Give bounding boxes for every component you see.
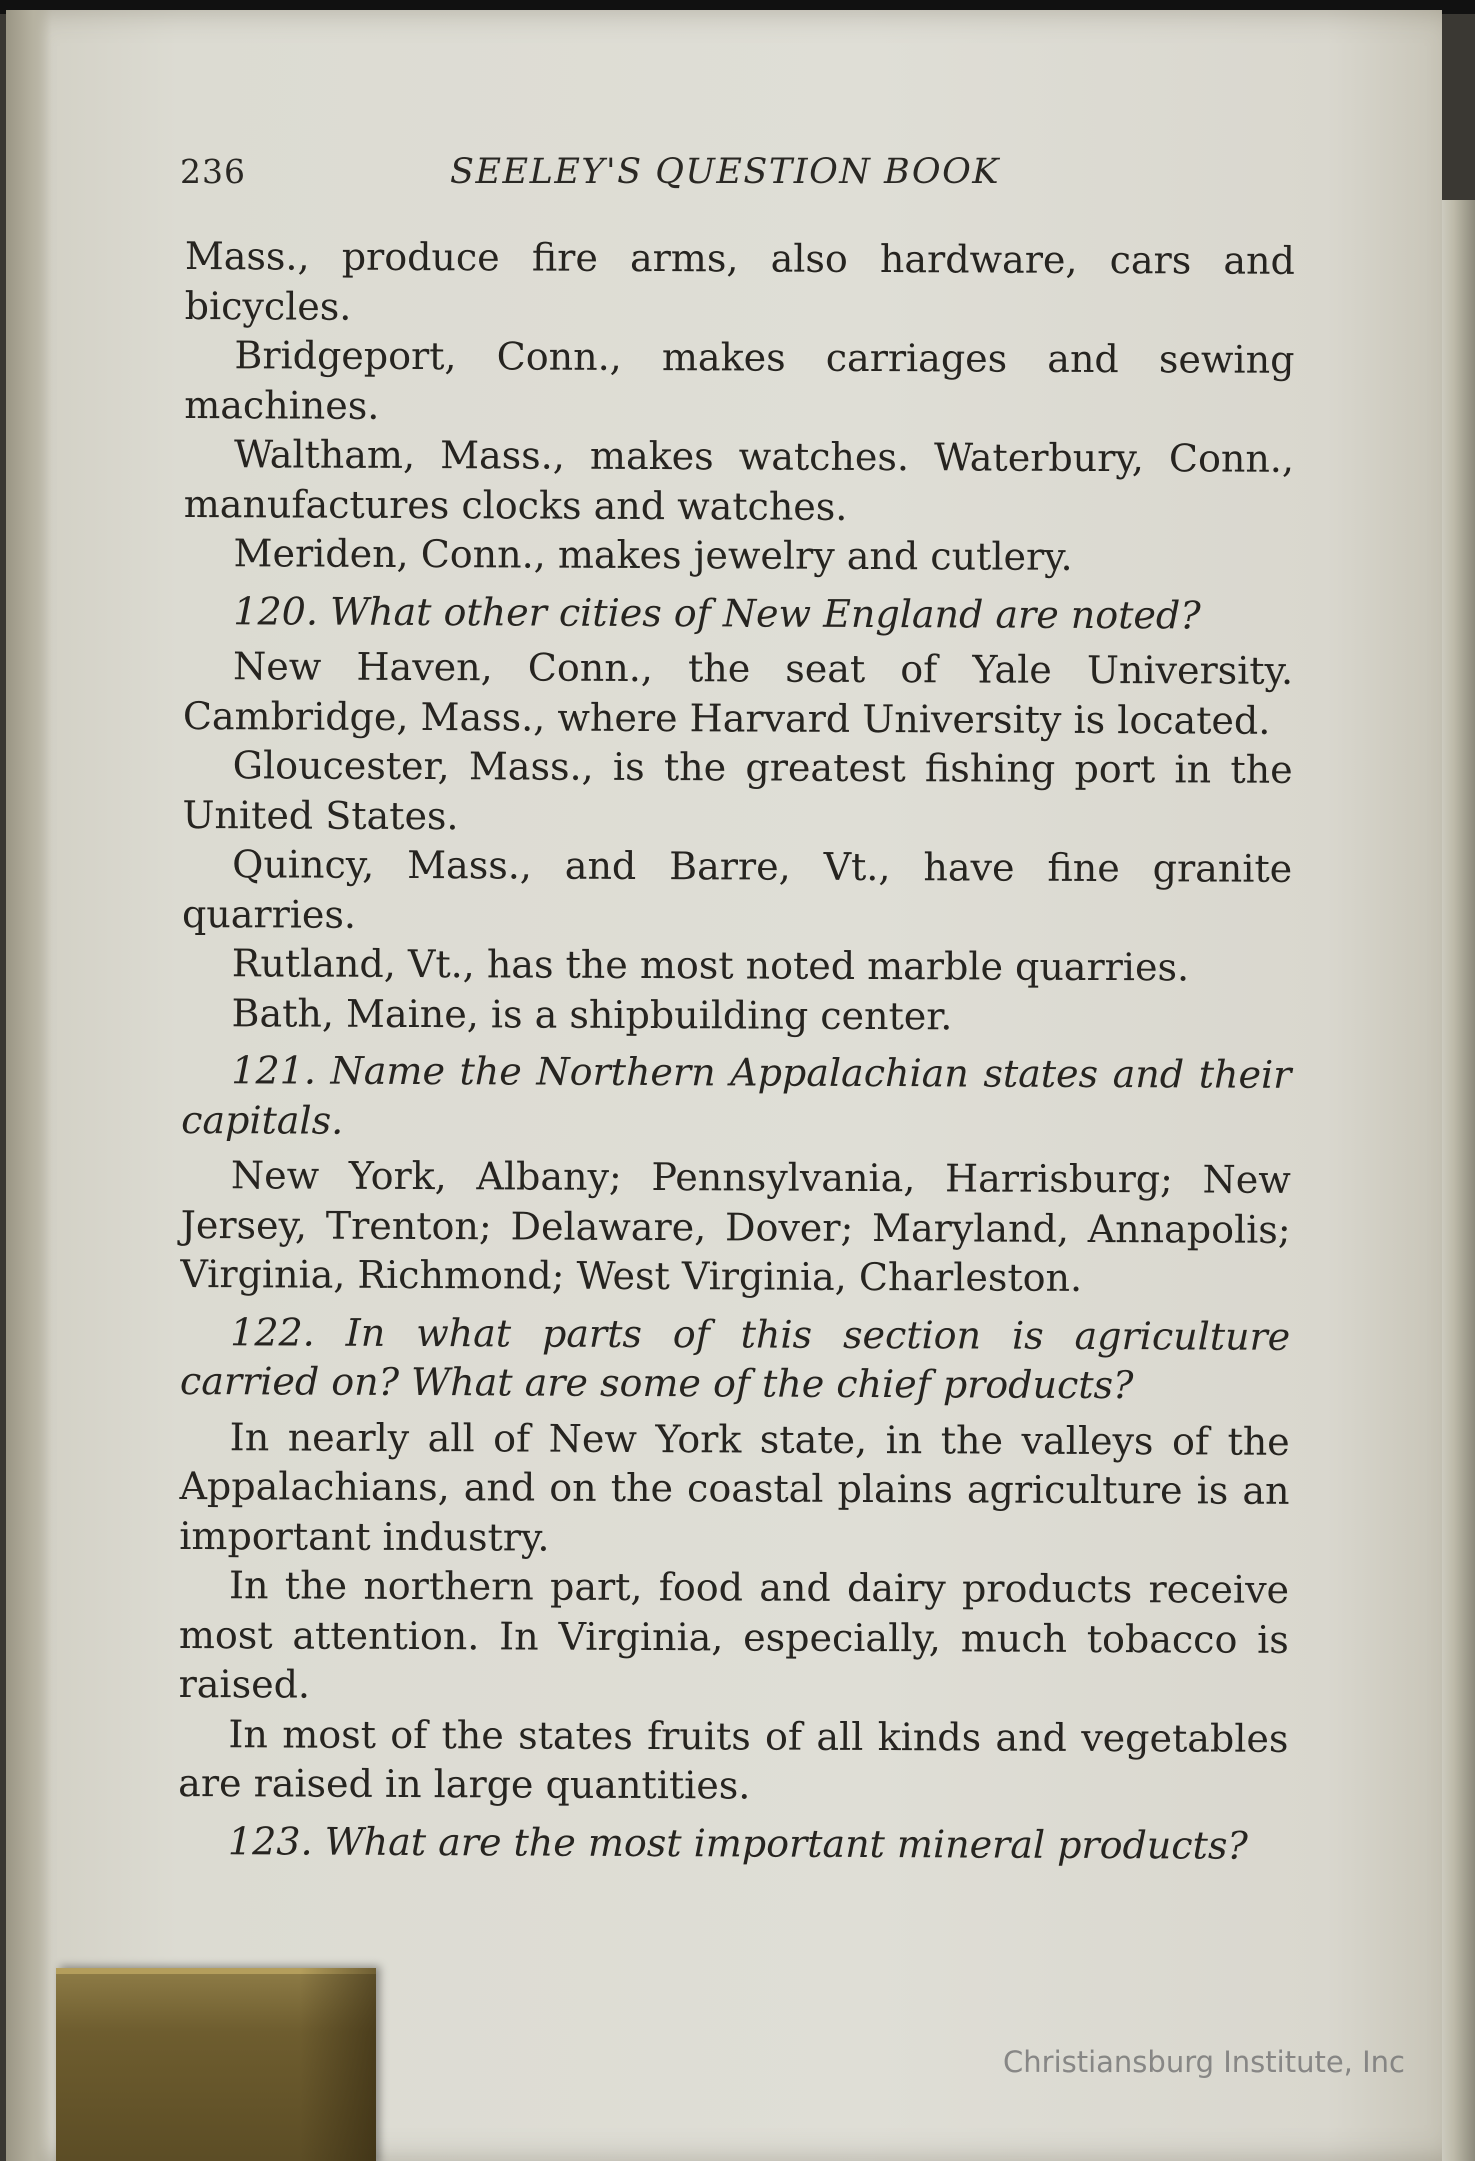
paragraph-capitals: New York, Albany; Pennsylvania, Harrisburg; New Jersey, Trenton; Delaware, Dover; Maryland, Annapolis; Virginia, Richmond; West Virginia, Charleston. <box>180 1153 1291 1300</box>
page-body <box>178 232 1295 1877</box>
paragraph-northern-part: In the northern part, food and dairy products receive most attention. In Virginia, especially, much tobacco is raised. <box>178 1563 1290 1707</box>
watermark: Christiansburg Institute, Inc <box>1003 2045 1405 2079</box>
paragraph-meriden: Meriden, Conn., makes jewelry and cutlery. <box>233 531 1073 579</box>
paragraph-fruits: In most of the states fruits of all kinds and vegetables are raised in large quantities. <box>178 1711 1289 1808</box>
paragraph-quincy: Quincy, Mass., and Barre, Vt., have fine granite quarries. <box>181 842 1293 937</box>
question-121: 121. Name the Northern Appalachian states and their capitals. <box>181 1048 1292 1143</box>
running-head <box>180 152 1305 202</box>
page-clip-shadow <box>300 1968 376 2161</box>
paragraph-waltham: Waltham, Mass., makes watches. Waterbury, Conn., manufactures clocks and watches. <box>183 432 1295 529</box>
paragraph-new-haven: New Haven, Conn., the seat of Yale University. Cambridge, Mass., where Harvard University is located. <box>182 644 1294 743</box>
question-122: 122. In what parts of this section is agriculture carried on? What are some of the chief products? <box>179 1309 1291 1408</box>
paragraph-fire-arms: Mass., produce fire arms, also hardware, cars and bicycles. <box>184 233 1295 329</box>
question-120: 120. What other cities of New England are noted? <box>233 588 1201 637</box>
page-number: 236 <box>180 152 246 191</box>
question-123: 123. What are the most important mineral products? <box>227 1818 1248 1868</box>
paragraph-bath: Bath, Maine, is a shipbuilding center. <box>231 990 953 1038</box>
paragraph-bridgeport: Bridgeport, Conn., makes carriages and sewing machines. <box>184 333 1295 428</box>
next-page-edge <box>1440 200 1475 2161</box>
page-gutter-shadow <box>6 10 52 2161</box>
paragraph-gloucester: Gloucester, Mass., is the greatest fishing port in the United States. <box>182 743 1293 838</box>
paragraph-new-york-agriculture: In nearly all of New York state, in the valleys of the Appalachians, and on the coastal plains agriculture is an important industry. <box>179 1414 1290 1560</box>
book-title: SEELEY'S QUESTION BOOK <box>450 152 1000 192</box>
paragraph-rutland: Rutland, Vt., has the most noted marble quarries. <box>231 941 1190 990</box>
